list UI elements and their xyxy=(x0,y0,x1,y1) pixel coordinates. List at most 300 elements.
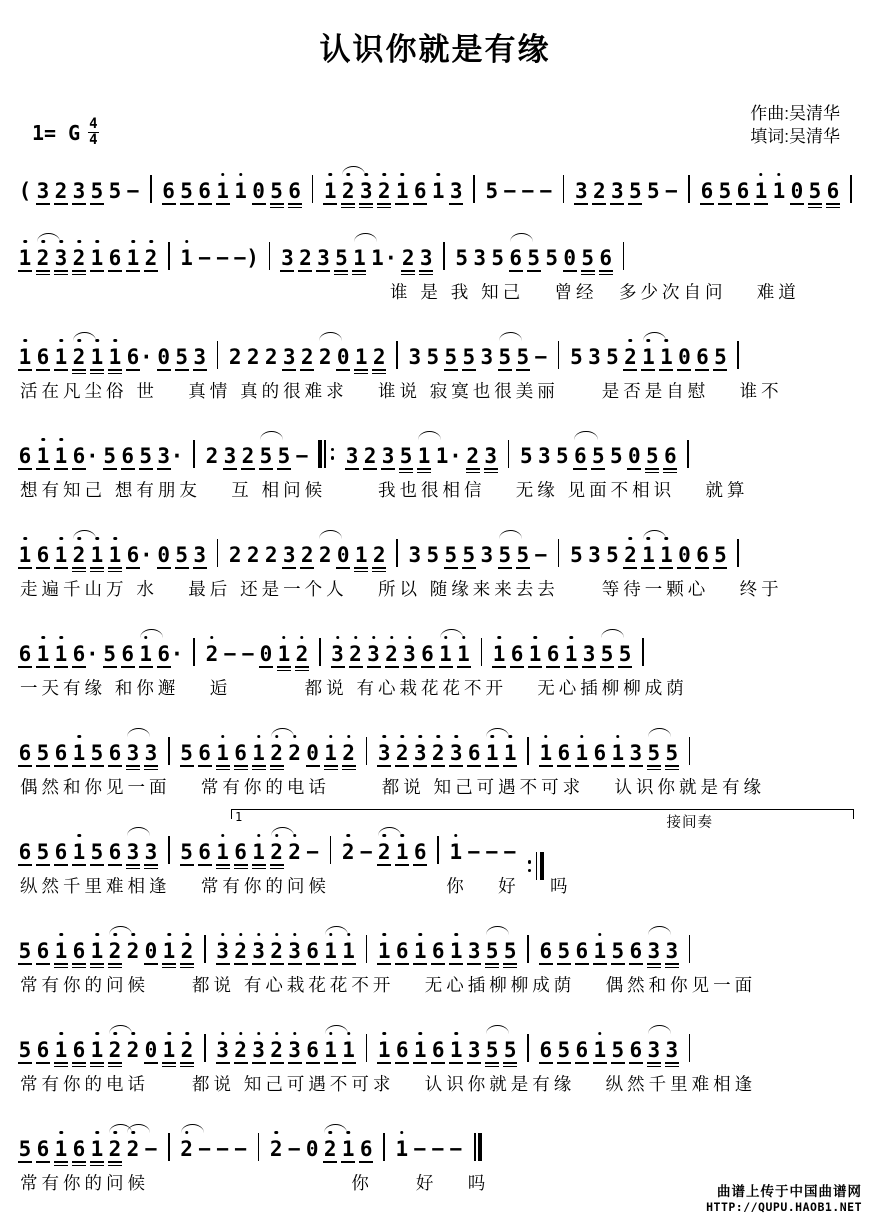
note-token: 1 xyxy=(528,641,542,667)
note-token: 6 xyxy=(54,740,68,765)
note-token: 1 xyxy=(342,1037,356,1063)
octave-dot xyxy=(347,933,351,937)
tie-slur-arc xyxy=(342,166,365,175)
note-token: 5 xyxy=(665,740,679,766)
note-token: 1 xyxy=(611,740,625,766)
note-token: − xyxy=(216,1136,229,1161)
music-system xyxy=(16,341,858,403)
note-token: 3 xyxy=(126,740,140,766)
note-token: 2 xyxy=(180,1136,194,1162)
octave-dot xyxy=(598,933,602,937)
note-token: 2 xyxy=(126,1136,140,1162)
note-token: 1 xyxy=(54,443,68,469)
note-token: 6 xyxy=(108,839,122,864)
first-ending-bracket xyxy=(231,809,854,831)
note-token: 0 xyxy=(628,443,641,468)
note-token: ( xyxy=(18,178,32,203)
barline xyxy=(437,836,439,864)
note-token: 6 xyxy=(72,938,86,964)
note-token: 5 xyxy=(714,344,727,369)
note-token: 3 xyxy=(216,1037,230,1063)
lyrics-line: 活在凡尘俗 世 真情 真的很难求 谁说 寂寞也很美丽 是否是自慰 谁不 xyxy=(20,380,783,401)
note-token: 0 xyxy=(252,178,265,203)
note-token: 1 xyxy=(180,245,194,271)
note-token: 1 xyxy=(539,740,553,766)
octave-dot xyxy=(23,339,27,343)
octave-dot xyxy=(665,339,669,343)
tie-slur-arc xyxy=(648,728,671,737)
barline xyxy=(383,1133,385,1161)
note-token: 6 xyxy=(696,344,709,369)
octave-dot xyxy=(275,1032,279,1036)
music-system xyxy=(16,935,858,997)
note-token: 1 xyxy=(354,542,368,568)
octave-dot xyxy=(372,636,376,640)
note-token: − xyxy=(534,344,548,369)
note-token: 5 xyxy=(485,938,499,964)
note-token: 6 xyxy=(18,641,32,666)
octave-dot xyxy=(185,240,189,244)
note-token: 6 xyxy=(36,542,50,567)
note-token: 3 xyxy=(126,839,140,865)
lyrics-line: 常有你的问候 你 好 吗 xyxy=(20,1172,490,1193)
note-token: 3 xyxy=(467,938,481,963)
note-token: 6 xyxy=(72,1136,86,1162)
barline xyxy=(168,1133,170,1161)
note-token: 1 xyxy=(413,1037,427,1063)
note-token: 2 xyxy=(144,245,158,271)
note-token: 3 xyxy=(223,443,237,468)
barline xyxy=(150,175,152,203)
octave-dot xyxy=(95,933,99,937)
note-token: 5 xyxy=(610,443,623,468)
octave-dot xyxy=(400,735,404,739)
time-unit: 4 xyxy=(89,132,98,149)
note-token: 5 xyxy=(516,344,530,369)
note-token: 1 xyxy=(54,1037,68,1063)
note-token: 6 xyxy=(121,443,134,468)
note-token: 2 xyxy=(108,938,122,964)
note-token: 0 xyxy=(306,740,319,765)
note-token: 5 xyxy=(645,443,659,469)
note-token: 6 xyxy=(467,740,481,765)
dotted-note-dot: · xyxy=(170,443,184,468)
note-token: − xyxy=(223,641,237,666)
tie-slur-arc xyxy=(127,728,150,737)
note-token: 1 xyxy=(413,938,427,964)
note-token: 3 xyxy=(252,1037,266,1063)
note-token: 3 xyxy=(480,344,494,369)
note-token: 2 xyxy=(72,542,86,568)
octave-dot xyxy=(364,173,368,177)
note-token: 6 xyxy=(198,740,211,765)
music-system xyxy=(16,175,858,205)
lyrics-line: 偶然和你见一面 常有你的电话 都说 知己可遇不可求 认识你就是有缘 xyxy=(20,776,765,797)
note-token: 3 xyxy=(144,740,158,766)
note-token: 5 xyxy=(611,938,625,963)
octave-dot xyxy=(293,1032,297,1036)
octave-dot xyxy=(533,636,537,640)
note-token: 2 xyxy=(300,542,314,567)
note-token: 2 xyxy=(269,1136,283,1162)
note-token: 3 xyxy=(367,641,381,667)
note-token: − xyxy=(144,1136,158,1161)
tie-slur-arc xyxy=(271,728,294,737)
dotted-note-dot: · xyxy=(384,245,398,270)
note-token: 5 xyxy=(498,344,512,370)
note-token: 5 xyxy=(600,641,614,667)
notation-line xyxy=(16,836,858,866)
note-token: 1 xyxy=(371,245,384,270)
note-token: 0 xyxy=(678,344,691,369)
note-token: 1 xyxy=(449,1037,463,1063)
barline xyxy=(737,539,739,567)
note-token: 5 xyxy=(103,641,116,666)
note-token: 2 xyxy=(270,839,284,865)
note-token: 2 xyxy=(623,542,637,568)
notation-line xyxy=(16,935,858,965)
barline xyxy=(193,440,195,468)
note-token: 5 xyxy=(270,178,284,204)
note-token: 1 xyxy=(54,344,68,370)
octave-dot xyxy=(239,1032,243,1036)
barline xyxy=(687,440,689,468)
note-token: 1 xyxy=(659,344,673,370)
note-token: 2 xyxy=(264,344,278,369)
note-token: 3 xyxy=(449,178,463,203)
ending-number: 1 xyxy=(235,809,243,824)
note-token: 6 xyxy=(198,178,211,203)
tie-slur-arc xyxy=(127,827,150,836)
dotted-note-dot: · xyxy=(86,641,99,666)
octave-dot xyxy=(23,240,27,244)
note-token: 1 xyxy=(431,178,445,204)
note-token: 5 xyxy=(90,839,104,864)
note-token: 3 xyxy=(611,178,624,203)
octave-dot xyxy=(382,735,386,739)
note-token: 6 xyxy=(539,938,553,963)
barline xyxy=(330,836,332,864)
note-token: 1 xyxy=(449,839,463,865)
note-token: 5 xyxy=(334,245,348,271)
song-title: 认识你就是有缘 xyxy=(319,32,551,67)
note-token: 5 xyxy=(570,344,583,369)
octave-dot xyxy=(131,240,135,244)
note-token: 1 xyxy=(439,641,453,667)
note-token: 5 xyxy=(557,938,571,963)
note-token: 1 xyxy=(593,938,607,964)
note-token: 2 xyxy=(246,344,260,369)
tie-slur-arc xyxy=(601,629,624,638)
note-token: 1 xyxy=(216,740,230,766)
octave-dot xyxy=(77,240,81,244)
note-token: 6 xyxy=(198,839,211,864)
octave-dot xyxy=(59,1032,63,1036)
note-token: 2 xyxy=(349,641,363,667)
barline xyxy=(558,341,560,369)
note-token: 2 xyxy=(300,344,314,369)
note-token: 1 xyxy=(641,542,655,568)
barline xyxy=(527,935,529,963)
tie-slur-arc xyxy=(325,926,348,935)
music-system xyxy=(16,638,858,700)
note-token: 2 xyxy=(401,245,415,271)
note-token: 1 xyxy=(323,178,337,204)
barline xyxy=(527,1034,529,1062)
note-token: 1 xyxy=(659,542,673,568)
note-token: − xyxy=(359,839,373,864)
note-token: 2 xyxy=(108,1037,122,1063)
note-token: 1 xyxy=(54,542,68,568)
note-token: 5 xyxy=(647,178,660,203)
note-token: 6 xyxy=(826,178,840,204)
note-token: 0 xyxy=(259,641,273,666)
notation-line xyxy=(16,539,858,569)
note-token: 3 xyxy=(317,245,330,270)
note-token: 2 xyxy=(341,178,355,204)
octave-dot xyxy=(293,933,297,937)
note-token: 0 xyxy=(563,245,577,270)
octave-dot xyxy=(59,438,63,442)
octave-dot xyxy=(221,834,225,838)
note-token: − xyxy=(216,245,229,270)
note-token: 3 xyxy=(403,641,417,667)
tie-slur-arc xyxy=(181,1124,204,1133)
octave-dot xyxy=(77,834,81,838)
note-token: 0 xyxy=(157,542,170,567)
octave-dot xyxy=(382,1032,386,1036)
note-token: − xyxy=(198,245,211,270)
note-token: 5 xyxy=(491,245,505,270)
note-token: 2 xyxy=(299,245,312,270)
note-token: 1 xyxy=(108,542,122,568)
note-token: 5 xyxy=(36,839,50,864)
note-token: 5 xyxy=(36,740,50,765)
lyrics-line: 常有你的问候 都说 有心栽花花不开 无心插柳柳成荫 偶然和你见一面 xyxy=(20,974,757,995)
octave-dot xyxy=(293,834,297,838)
octave-dot xyxy=(293,735,297,739)
notation-line xyxy=(16,440,858,470)
octave-dot xyxy=(23,537,27,541)
note-token: 1 xyxy=(641,344,655,370)
octave-dot xyxy=(580,735,584,739)
note-token: 6 xyxy=(234,740,248,766)
note-token: 5 xyxy=(90,740,104,765)
octave-dot xyxy=(382,933,386,937)
note-token: 3 xyxy=(647,1037,661,1063)
note-token: 6 xyxy=(162,178,175,203)
note-token: 6 xyxy=(288,178,302,204)
note-token: 5 xyxy=(808,178,822,204)
dotted-note-dot: · xyxy=(449,443,462,468)
octave-dot xyxy=(598,1032,602,1036)
note-token: 3 xyxy=(419,245,433,271)
watermark xyxy=(706,1184,862,1214)
music-system xyxy=(16,737,858,799)
octave-dot xyxy=(418,933,422,937)
note-token: 1 xyxy=(162,1037,176,1063)
note-token: 3 xyxy=(575,178,588,203)
tie-slur-arc xyxy=(486,926,509,935)
note-token: 6 xyxy=(54,839,68,864)
octave-dot xyxy=(390,636,394,640)
note-token: 1 xyxy=(377,938,391,964)
tie-slur-arc xyxy=(140,629,163,638)
octave-dot xyxy=(777,173,781,177)
note-token: 3 xyxy=(467,1037,481,1062)
notation-line xyxy=(16,242,858,272)
octave-dot xyxy=(454,1032,458,1036)
octave-dot xyxy=(41,636,45,640)
tie-slur-arc xyxy=(648,1025,671,1034)
octave-dot xyxy=(239,173,243,177)
lyrics-line: 走遍千山万 水 最后 还是一个人 所以 随缘来来去去 等待一颗心 终于 xyxy=(20,578,783,599)
notation-line xyxy=(16,638,858,668)
octave-dot xyxy=(346,834,350,838)
octave-dot xyxy=(544,735,548,739)
note-token: 5 xyxy=(103,443,116,468)
note-token: 3 xyxy=(331,641,345,667)
note-token: 3 xyxy=(647,938,661,964)
note-token: 1 xyxy=(90,1136,104,1162)
note-token: 2 xyxy=(205,641,219,667)
note-token: 5 xyxy=(485,178,499,203)
note-token: 2 xyxy=(295,641,309,667)
note-token: 1 xyxy=(395,839,409,865)
octave-dot xyxy=(629,339,633,343)
note-token: 3 xyxy=(281,245,294,270)
note-token: 2 xyxy=(228,542,242,567)
note-token: 3 xyxy=(36,178,50,203)
tie-slur-arc xyxy=(319,530,342,539)
barline xyxy=(193,638,195,666)
octave-dot xyxy=(257,834,261,838)
note-token: 3 xyxy=(588,344,601,369)
note-token: 3 xyxy=(408,542,422,567)
note-token: 2 xyxy=(180,1037,194,1063)
note-token: − xyxy=(665,178,678,203)
note-token: 6 xyxy=(573,443,587,469)
octave-dot xyxy=(346,1131,350,1135)
note-token: 1 xyxy=(72,839,86,865)
note-token: 1 xyxy=(216,839,230,865)
note-token: 1 xyxy=(449,938,463,964)
time-beats: 4 xyxy=(89,116,98,133)
note-token: 3 xyxy=(381,443,395,468)
note-token: 3 xyxy=(629,740,643,765)
barline xyxy=(396,341,398,369)
tie-slur-arc xyxy=(648,926,671,935)
note-token: 1 xyxy=(18,542,32,568)
tie-slur-arc xyxy=(574,431,597,440)
octave-dot xyxy=(221,735,225,739)
note-token: 1 xyxy=(564,641,578,667)
octave-dot xyxy=(329,735,333,739)
note-token: 2 xyxy=(431,740,445,766)
note-token: − xyxy=(449,1136,463,1161)
octave-dot xyxy=(95,1131,99,1135)
note-token: 6 xyxy=(413,839,427,864)
note-token: 6 xyxy=(431,938,445,963)
octave-dot xyxy=(569,636,573,640)
note-token: 6 xyxy=(413,178,427,203)
note-token: 6 xyxy=(18,839,32,864)
tie-slur-arc xyxy=(325,1025,348,1034)
note-token: 6 xyxy=(736,178,750,203)
barline xyxy=(168,836,170,864)
note-token: 6 xyxy=(72,641,86,666)
note-token: 2 xyxy=(341,839,355,865)
barline xyxy=(481,638,483,666)
note-token: 1 xyxy=(252,740,266,766)
barline xyxy=(737,341,739,369)
note-token: 0 xyxy=(336,344,350,369)
note-token: 5 xyxy=(570,542,583,567)
note-token: 2 xyxy=(372,344,386,370)
note-token: 1 xyxy=(126,245,140,271)
note-token: 2 xyxy=(372,542,386,568)
note-token: 1 xyxy=(593,1037,607,1063)
note-token: 3 xyxy=(480,542,494,567)
note-token: 1 xyxy=(90,1037,104,1063)
note-token: 0 xyxy=(157,344,170,369)
note-token: 5 xyxy=(180,178,193,203)
note-token: 1 xyxy=(377,1037,391,1063)
note-token: 3 xyxy=(538,443,551,468)
tie-slur-arc xyxy=(643,530,666,539)
tie-slur-arc xyxy=(324,1124,347,1133)
note-token: 2 xyxy=(126,1037,140,1063)
barline xyxy=(217,341,219,369)
note-token: 2 xyxy=(318,344,332,370)
barline xyxy=(473,175,475,203)
note-token: 2 xyxy=(228,344,242,369)
note-token: 0 xyxy=(678,542,691,567)
note-token: 6 xyxy=(36,344,50,369)
note-token: 6 xyxy=(575,938,589,963)
note-token: 0 xyxy=(790,178,804,203)
note-token: 5 xyxy=(277,443,291,468)
tie-slur-arc xyxy=(109,926,132,935)
note-token: 6 xyxy=(593,740,607,765)
note-token: 3 xyxy=(588,542,601,567)
note-token: 2 xyxy=(54,178,68,203)
note-token: 2 xyxy=(72,245,86,271)
note-token: 5 xyxy=(714,542,727,567)
dotted-note-dot: · xyxy=(86,443,99,468)
note-token: − xyxy=(198,1136,211,1161)
octave-dot xyxy=(347,735,351,739)
note-token: 1 xyxy=(324,1037,338,1063)
note-token: 5 xyxy=(557,1037,571,1062)
barline xyxy=(689,737,691,765)
octave-dot xyxy=(59,1131,63,1135)
note-token: 6 xyxy=(359,1136,373,1161)
octave-dot xyxy=(167,933,171,937)
key-label: 1= G xyxy=(32,120,81,145)
note-token: 2 xyxy=(36,245,50,271)
barline xyxy=(689,1034,691,1062)
score-meta xyxy=(0,103,870,149)
octave-dot xyxy=(185,1032,189,1036)
barline xyxy=(396,539,398,567)
octave-dot xyxy=(113,537,117,541)
tie-slur-arc xyxy=(127,1124,150,1133)
barline xyxy=(508,440,510,468)
music-system xyxy=(16,809,858,898)
note-token: 6 xyxy=(121,641,134,666)
note-token: 0 xyxy=(144,1037,158,1062)
